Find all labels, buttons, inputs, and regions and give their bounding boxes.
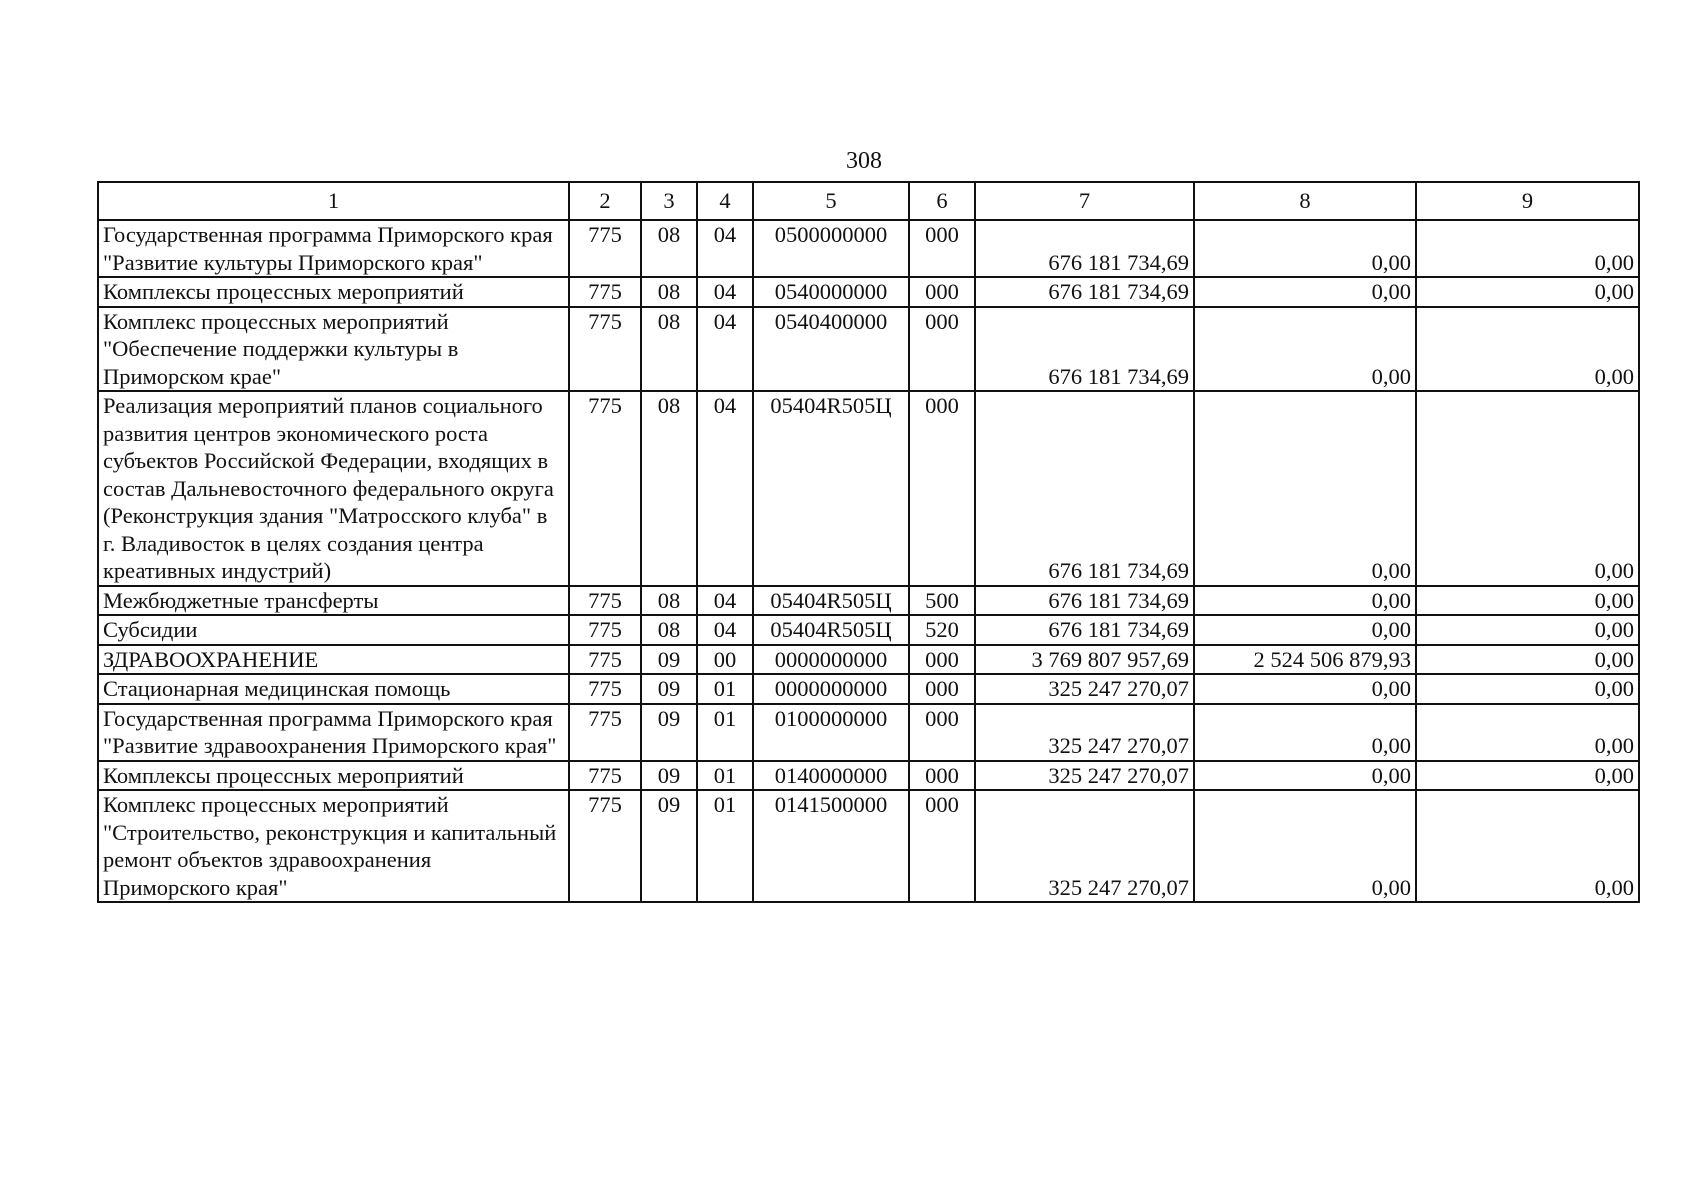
grbs-code: 775 <box>569 586 641 616</box>
amount-column-7: 676 181 734,69 <box>975 615 1194 645</box>
row-name: Стационарная медицинская помощь <box>98 674 569 704</box>
amount-column-9: 0,00 <box>1416 391 1639 586</box>
row-name: ЗДРАВООХРАНЕНИЕ <box>98 645 569 675</box>
subsection-code: 04 <box>697 586 753 616</box>
amount-column-8: 0,00 <box>1194 391 1416 586</box>
target-article-code: 05404R505Ц <box>753 586 909 616</box>
column-header: 5 <box>753 182 909 220</box>
amount-column-9: 0,00 <box>1416 761 1639 791</box>
amount-column-9: 0,00 <box>1416 586 1639 616</box>
amount-column-7: 325 247 270,07 <box>975 704 1194 761</box>
target-article-code: 05404R505Ц <box>753 615 909 645</box>
column-header: 6 <box>909 182 975 220</box>
amount-column-7: 325 247 270,07 <box>975 790 1194 902</box>
section-code: 08 <box>641 220 697 277</box>
section-code: 08 <box>641 391 697 586</box>
grbs-code: 775 <box>569 220 641 277</box>
expense-type-code: 500 <box>909 586 975 616</box>
column-header: 7 <box>975 182 1194 220</box>
section-code: 09 <box>641 645 697 675</box>
row-name: Комплекс процессных мероприятий "Строительство, реконструкция и капитальный ремонт объектов здравоохранения Приморского края" <box>98 790 569 902</box>
expense-type-code: 520 <box>909 615 975 645</box>
row-name: Реализация мероприятий планов социального развития центров экономического роста субъектов Российской Федерации, входящих в состав Дальневосточного федерального округа (Реконструкция здания "Матросского клуба" в г. Владивосток в целях создания центра креативных индустрий) <box>98 391 569 586</box>
grbs-code: 775 <box>569 615 641 645</box>
target-article-code: 0140000000 <box>753 761 909 791</box>
table-row <box>98 761 1639 791</box>
amount-column-7: 325 247 270,07 <box>975 761 1194 791</box>
table-header-row <box>98 182 1639 220</box>
amount-column-8: 0,00 <box>1194 220 1416 277</box>
grbs-code: 775 <box>569 391 641 586</box>
table-row <box>98 307 1639 392</box>
subsection-code: 01 <box>697 761 753 791</box>
amount-column-8: 0,00 <box>1194 674 1416 704</box>
amount-column-9: 0,00 <box>1416 615 1639 645</box>
expense-type-code: 000 <box>909 277 975 307</box>
expense-type-code: 000 <box>909 674 975 704</box>
amount-column-9: 0,00 <box>1416 220 1639 277</box>
grbs-code: 775 <box>569 790 641 902</box>
target-article-code: 0540000000 <box>753 277 909 307</box>
subsection-code: 01 <box>697 790 753 902</box>
amount-column-8: 0,00 <box>1194 790 1416 902</box>
section-code: 08 <box>641 277 697 307</box>
subsection-code: 04 <box>697 220 753 277</box>
target-article-code: 0000000000 <box>753 645 909 675</box>
column-header: 2 <box>569 182 641 220</box>
expense-type-code: 000 <box>909 220 975 277</box>
section-code: 09 <box>641 790 697 902</box>
target-article-code: 0000000000 <box>753 674 909 704</box>
grbs-code: 775 <box>569 645 641 675</box>
amount-column-8: 0,00 <box>1194 277 1416 307</box>
grbs-code: 775 <box>569 704 641 761</box>
amount-column-9: 0,00 <box>1416 645 1639 675</box>
expense-type-code: 000 <box>909 307 975 392</box>
amount-column-7: 325 247 270,07 <box>975 674 1194 704</box>
expense-type-code: 000 <box>909 391 975 586</box>
subsection-code: 04 <box>697 391 753 586</box>
column-header: 4 <box>697 182 753 220</box>
table-row <box>98 586 1639 616</box>
budget-table <box>97 181 1640 903</box>
grbs-code: 775 <box>569 307 641 392</box>
section-code: 09 <box>641 704 697 761</box>
amount-column-8: 0,00 <box>1194 761 1416 791</box>
amount-column-9: 0,00 <box>1416 307 1639 392</box>
row-name: Межбюджетные трансферты <box>98 586 569 616</box>
amount-column-8: 2 524 506 879,93 <box>1194 645 1416 675</box>
column-header: 8 <box>1194 182 1416 220</box>
section-code: 08 <box>641 307 697 392</box>
section-code: 09 <box>641 761 697 791</box>
column-header: 1 <box>98 182 569 220</box>
row-name: Комплекс процессных мероприятий "Обеспечение поддержки культуры в Приморском крае" <box>98 307 569 392</box>
section-code: 09 <box>641 674 697 704</box>
table-row <box>98 615 1639 645</box>
grbs-code: 775 <box>569 277 641 307</box>
amount-column-7: 676 181 734,69 <box>975 586 1194 616</box>
table-row <box>98 790 1639 902</box>
subsection-code: 01 <box>697 704 753 761</box>
column-header: 3 <box>641 182 697 220</box>
grbs-code: 775 <box>569 674 641 704</box>
page-number: 308 <box>846 148 882 174</box>
section-code: 08 <box>641 586 697 616</box>
table-row <box>98 704 1639 761</box>
row-name: Государственная программа Приморского края "Развитие здравоохранения Приморского края" <box>98 704 569 761</box>
amount-column-8: 0,00 <box>1194 704 1416 761</box>
row-name: Комплексы процессных мероприятий <box>98 761 569 791</box>
amount-column-9: 0,00 <box>1416 790 1639 902</box>
row-name: Субсидии <box>98 615 569 645</box>
table-body <box>98 182 1639 902</box>
table-row <box>98 391 1639 586</box>
subsection-code: 04 <box>697 277 753 307</box>
table-row <box>98 220 1639 277</box>
table-row <box>98 674 1639 704</box>
expense-type-code: 000 <box>909 761 975 791</box>
target-article-code: 0100000000 <box>753 704 909 761</box>
column-header: 9 <box>1416 182 1639 220</box>
amount-column-9: 0,00 <box>1416 704 1639 761</box>
subsection-code: 04 <box>697 615 753 645</box>
section-code: 08 <box>641 615 697 645</box>
amount-column-8: 0,00 <box>1194 307 1416 392</box>
row-name: Комплексы процессных мероприятий <box>98 277 569 307</box>
target-article-code: 05404R505Ц <box>753 391 909 586</box>
table-row <box>98 645 1639 675</box>
expense-type-code: 000 <box>909 790 975 902</box>
amount-column-7: 3 769 807 957,69 <box>975 645 1194 675</box>
subsection-code: 04 <box>697 307 753 392</box>
amount-column-7: 676 181 734,69 <box>975 220 1194 277</box>
amount-column-7: 676 181 734,69 <box>975 307 1194 392</box>
grbs-code: 775 <box>569 761 641 791</box>
expense-type-code: 000 <box>909 645 975 675</box>
amount-column-8: 0,00 <box>1194 586 1416 616</box>
subsection-code: 01 <box>697 674 753 704</box>
amount-column-9: 0,00 <box>1416 674 1639 704</box>
amount-column-7: 676 181 734,69 <box>975 277 1194 307</box>
target-article-code: 0540400000 <box>753 307 909 392</box>
amount-column-9: 0,00 <box>1416 277 1639 307</box>
amount-column-8: 0,00 <box>1194 615 1416 645</box>
expense-type-code: 000 <box>909 704 975 761</box>
target-article-code: 0141500000 <box>753 790 909 902</box>
amount-column-7: 676 181 734,69 <box>975 391 1194 586</box>
table-row <box>98 277 1639 307</box>
row-name: Государственная программа Приморского края "Развитие культуры Приморского края" <box>98 220 569 277</box>
subsection-code: 00 <box>697 645 753 675</box>
target-article-code: 0500000000 <box>753 220 909 277</box>
